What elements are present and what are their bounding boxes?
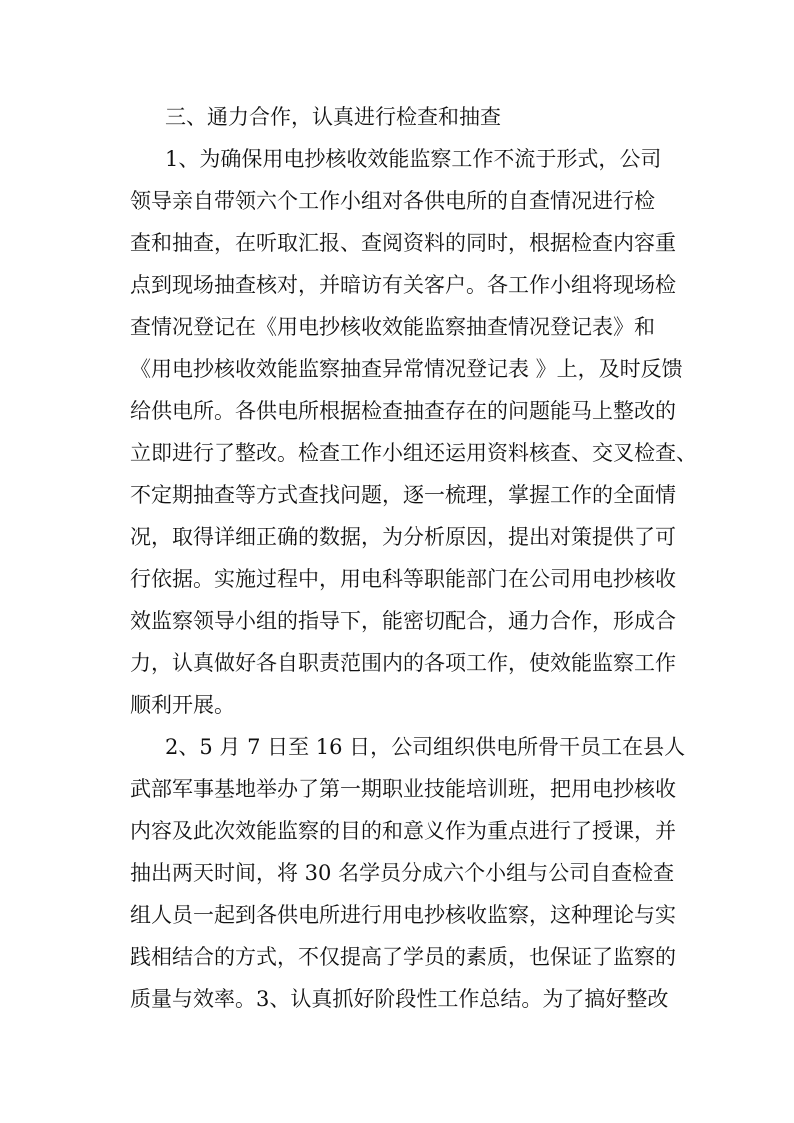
paragraph-line: 立即进行了整改。检查工作小组还运用资料核查、交叉检查、 [130,441,697,465]
paragraph-line: 行依据。实施过程中，用电科等职能部门在公司用电抄核收 [130,567,676,591]
paragraph-line: 领导亲自带领六个工作小组对各供电所的自查情况进行检 [130,189,655,213]
paragraph-line: 查和抽查，在听取汇报、查阅资料的同时，根据检查内容重 [130,231,676,255]
paragraph-line: 《用电抄核收效能监察抽查异常情况登记表 》上，及时反馈 [130,357,683,381]
paragraph-line: 不定期抽查等方式查找问题，逐一梳理，掌握工作的全面情 [130,483,676,507]
paragraph-line: 2、5 月 7 日至 16 日，公司组织供电所骨干员工在县人 [165,735,686,759]
paragraph-line: 武部军事基地举办了第一期职业技能培训班，把用电抄核收 [130,777,676,801]
paragraph-line: 给供电所。各供电所根据检查抽查存在的问题能马上整改的 [130,399,676,423]
paragraph-line: 践相结合的方式，不仅提高了学员的素质，也保证了监察的 [130,945,676,969]
paragraph-line: 查情况登记在《用电抄核收效能监察抽查情况登记表》和 [130,315,655,339]
paragraph-line: 抽出两天时间，将 30 名学员分成六个小组与公司自查检查 [130,861,675,885]
paragraph-line: 点到现场抽查核对，并暗访有关客户。各工作小组将现场检 [130,273,676,297]
paragraph-line: 力，认真做好各自职责范围内的各项工作，使效能监察工作 [130,651,676,675]
paragraph-line: 1、为确保用电抄核收效能监察工作不流于形式，公司 [165,147,662,171]
paragraph-line: 组人员一起到各供电所进行用电抄核收监察，这种理论与实 [130,903,676,927]
paragraph-line: 顺利开展。 [130,693,235,717]
paragraph-line: 况，取得详细正确的数据，为分析原因，提出对策提供了可 [130,525,676,549]
paragraph-line: 效监察领导小组的指导下，能密切配合，通力合作，形成合 [130,609,676,633]
paragraph-line: 质量与效率。3、认真抓好阶段性工作总结。为了搞好整改 [130,987,669,1011]
paragraph-line: 内容及此次效能监察的目的和意义作为重点进行了授课，并 [130,819,676,843]
section-heading: 三、通力合作，认真进行检查和抽查 [165,105,501,129]
